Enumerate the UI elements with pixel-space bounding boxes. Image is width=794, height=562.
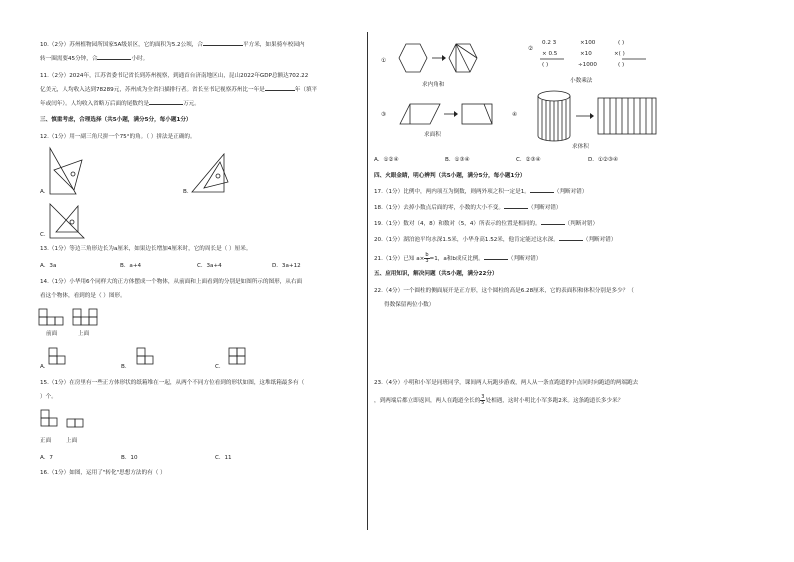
q11-line3: 年或闰年）。人均收入省略万后面的尾数约是 万元。	[40, 101, 200, 107]
top-view-label: 上面	[78, 331, 90, 337]
q23-line2: ，到两端后都立即返回，两人在跑道全长的 $\frac{3}{5}$ 处相遇，这时小明比小军多跑2米。这条跑道长多少米？	[374, 394, 624, 406]
q12-option-a[interactable]: A.	[40, 189, 46, 195]
q15-top-label: 上面	[66, 438, 78, 444]
q15-option-b[interactable]: B．10	[121, 455, 138, 461]
answer-blank[interactable]	[504, 208, 528, 209]
fig-label-interior-angle: 求内角和	[422, 82, 445, 88]
q14-line1: 14.（1分）小华用6个同样大的正方体摆成一个物体，从前面和上面看到的分别是如图所示的图形，从右面	[40, 279, 303, 285]
q15-front-label: 正面	[40, 438, 52, 444]
hexagon-figures	[394, 40, 504, 80]
q13-option-b[interactable]: B．a+4	[120, 263, 142, 269]
calc-r3b: ÷1000	[578, 62, 597, 68]
calc-r1c: ( )	[618, 40, 625, 46]
answer-blank[interactable]	[149, 104, 183, 105]
q23-fraction: $\frac{3}{5}$	[481, 394, 485, 406]
q10-line2: 转一圈需要45分钟，合 小时。	[40, 56, 149, 62]
q16-option-b[interactable]: B．①③④	[445, 157, 470, 163]
q18-text: 18.（1分）去掉小数点后面的零，小数的大小不变。 （判断对错）	[374, 205, 562, 211]
q15-top-view-figure	[66, 418, 86, 438]
answer-blank[interactable]	[530, 192, 554, 193]
q17-text: 17.（1分）比例中，两内项互为倒数，则两外项之积一定是1。 （判断对错）	[374, 189, 588, 195]
q14-option-a-figure	[48, 347, 70, 367]
q12-text: 12.（1分）用一副三角尺拼一个75°的角。（ ）拼法是正确的。	[40, 134, 196, 140]
calc-r2c: ×( )	[614, 51, 625, 57]
q14-option-c[interactable]: C.	[215, 364, 221, 370]
q14-option-b[interactable]: B.	[121, 364, 127, 370]
q12-option-b[interactable]: B.	[183, 189, 189, 195]
cylinder-figures	[536, 88, 664, 144]
fig-label-decimal-mult: 小数乘法	[570, 78, 593, 84]
figure-4-number: ④	[512, 112, 518, 118]
q15-option-c[interactable]: C．11	[215, 455, 232, 461]
column-divider	[367, 32, 368, 530]
q23-line1: 23.（4分）小明和小军是同班同学，课间两人玩跑步游戏，两人从一条直跑道的中点同时向跑道的两端跑去	[374, 380, 639, 386]
q16-option-d[interactable]: D．①②③④	[588, 157, 618, 163]
q19-text: 19.（1分）数对（4，8）和数对（5，4）所表示的位置是相同的。 （判断对错）	[374, 221, 599, 227]
q11-line2: 亿美元，人均收入达到78289元，苏州成为全省扫描排行者。省长至书记视察苏州比一年是 年（填平	[40, 87, 318, 93]
q16-option-a[interactable]: A．①②④	[374, 157, 399, 163]
q14-option-a[interactable]: A.	[40, 364, 46, 370]
answer-blank[interactable]	[203, 45, 243, 46]
q12-option-c[interactable]: C.	[40, 232, 46, 238]
q21-text: 21.（1分）已知 a× $\frac{b}{3}$ =1，a和b成反比例。 （判断对错）	[374, 252, 542, 264]
q16-text: 16.（1分）如图，运用了"转化"思想方法的有（ ）	[40, 470, 166, 476]
calc-r2b: ×10	[580, 51, 592, 57]
section-4-heading: 四、火眼金睛，明心辨判（共5小题，满分5分，每小题1分）	[374, 173, 526, 179]
top-view-figure	[72, 308, 102, 328]
q15-front-view-figure	[40, 409, 60, 437]
q13-option-d[interactable]: D．3a+12	[272, 263, 301, 269]
q10-line1: 10.（2分）苏州植物园所国家5A级景区，它的面积为5.2公顷，合 平方米，如果骑车校园内	[40, 42, 305, 48]
q22-line1: 22.（4分）一个圆柱的侧面展开是正方形，这个圆柱的高是6.28厘米，它的表面积和体积分别是多少？（	[374, 288, 634, 294]
q21-fraction: $\frac{b}{3}$	[425, 252, 429, 264]
q15-line2: ）个。	[40, 394, 57, 400]
q20-text: 20.（1分）湖泊池平均水深1.5米，小华身高1.52米，他肯定能过这水深。 （判断对错）	[374, 237, 617, 243]
section-3-heading: 三、慎重考虑，合理选择（共5小题，满分5分，每小题1分）	[40, 117, 192, 123]
q22-line2: 得数保留两位小数）	[384, 302, 435, 308]
calc-r1a: 0.2 3	[542, 40, 557, 46]
q13-text: 13.（1分）等边三角形边长为a厘米，如果边长增加4厘米时，它的周长是（ ）厘米。	[40, 246, 252, 252]
figure-2-number: ②	[528, 46, 534, 52]
front-view-figure	[38, 308, 68, 328]
answer-blank[interactable]	[559, 240, 583, 241]
set-square-figure-b	[190, 152, 230, 198]
q14-line2: 看这个物体，看到的是（ ）图形。	[40, 293, 126, 299]
calc-r1b: ×100	[580, 40, 596, 46]
q13-option-a[interactable]: A．3a	[40, 263, 57, 269]
set-square-figure-c	[48, 200, 88, 244]
q15-line1: 15.（1分）在房里有一些正方体形状的纸箱堆在一起，从两个不同方位看到的形状如图，这堆纸箱最多有（	[40, 380, 305, 386]
answer-blank[interactable]	[265, 90, 295, 91]
figure-3-number: ③	[381, 112, 387, 118]
parallelogram-figures	[392, 100, 504, 130]
front-view-label: 前面	[46, 331, 58, 337]
calc-r3c: ( )	[618, 62, 625, 68]
q13-option-c[interactable]: C．3a+4	[197, 263, 222, 269]
answer-blank[interactable]	[97, 59, 131, 60]
fig-label-area: 求面积	[424, 132, 441, 138]
figure-1-number: ①	[381, 58, 387, 64]
q14-option-b-figure	[136, 347, 158, 367]
q11-line1: 11.（2分）2024年，江苏省委书记省长到苏州视察，到通首台济南地区山，昆山2022年GDP总额达702.22	[40, 73, 309, 79]
calc-r2a: × 0.5	[542, 51, 558, 57]
fig-label-volume: 求体积	[572, 144, 589, 150]
set-square-figure-a	[48, 146, 88, 196]
answer-blank[interactable]	[484, 259, 508, 260]
calc-r3a: ( )	[542, 62, 549, 68]
q14-option-c-figure	[228, 347, 250, 367]
q15-option-a[interactable]: A．7	[40, 455, 53, 461]
section-5-heading: 五、应用知识，解决问题（共5小题，满分22分）	[374, 271, 498, 277]
answer-blank[interactable]	[541, 224, 565, 225]
q16-option-c[interactable]: C．②③④	[516, 157, 541, 163]
